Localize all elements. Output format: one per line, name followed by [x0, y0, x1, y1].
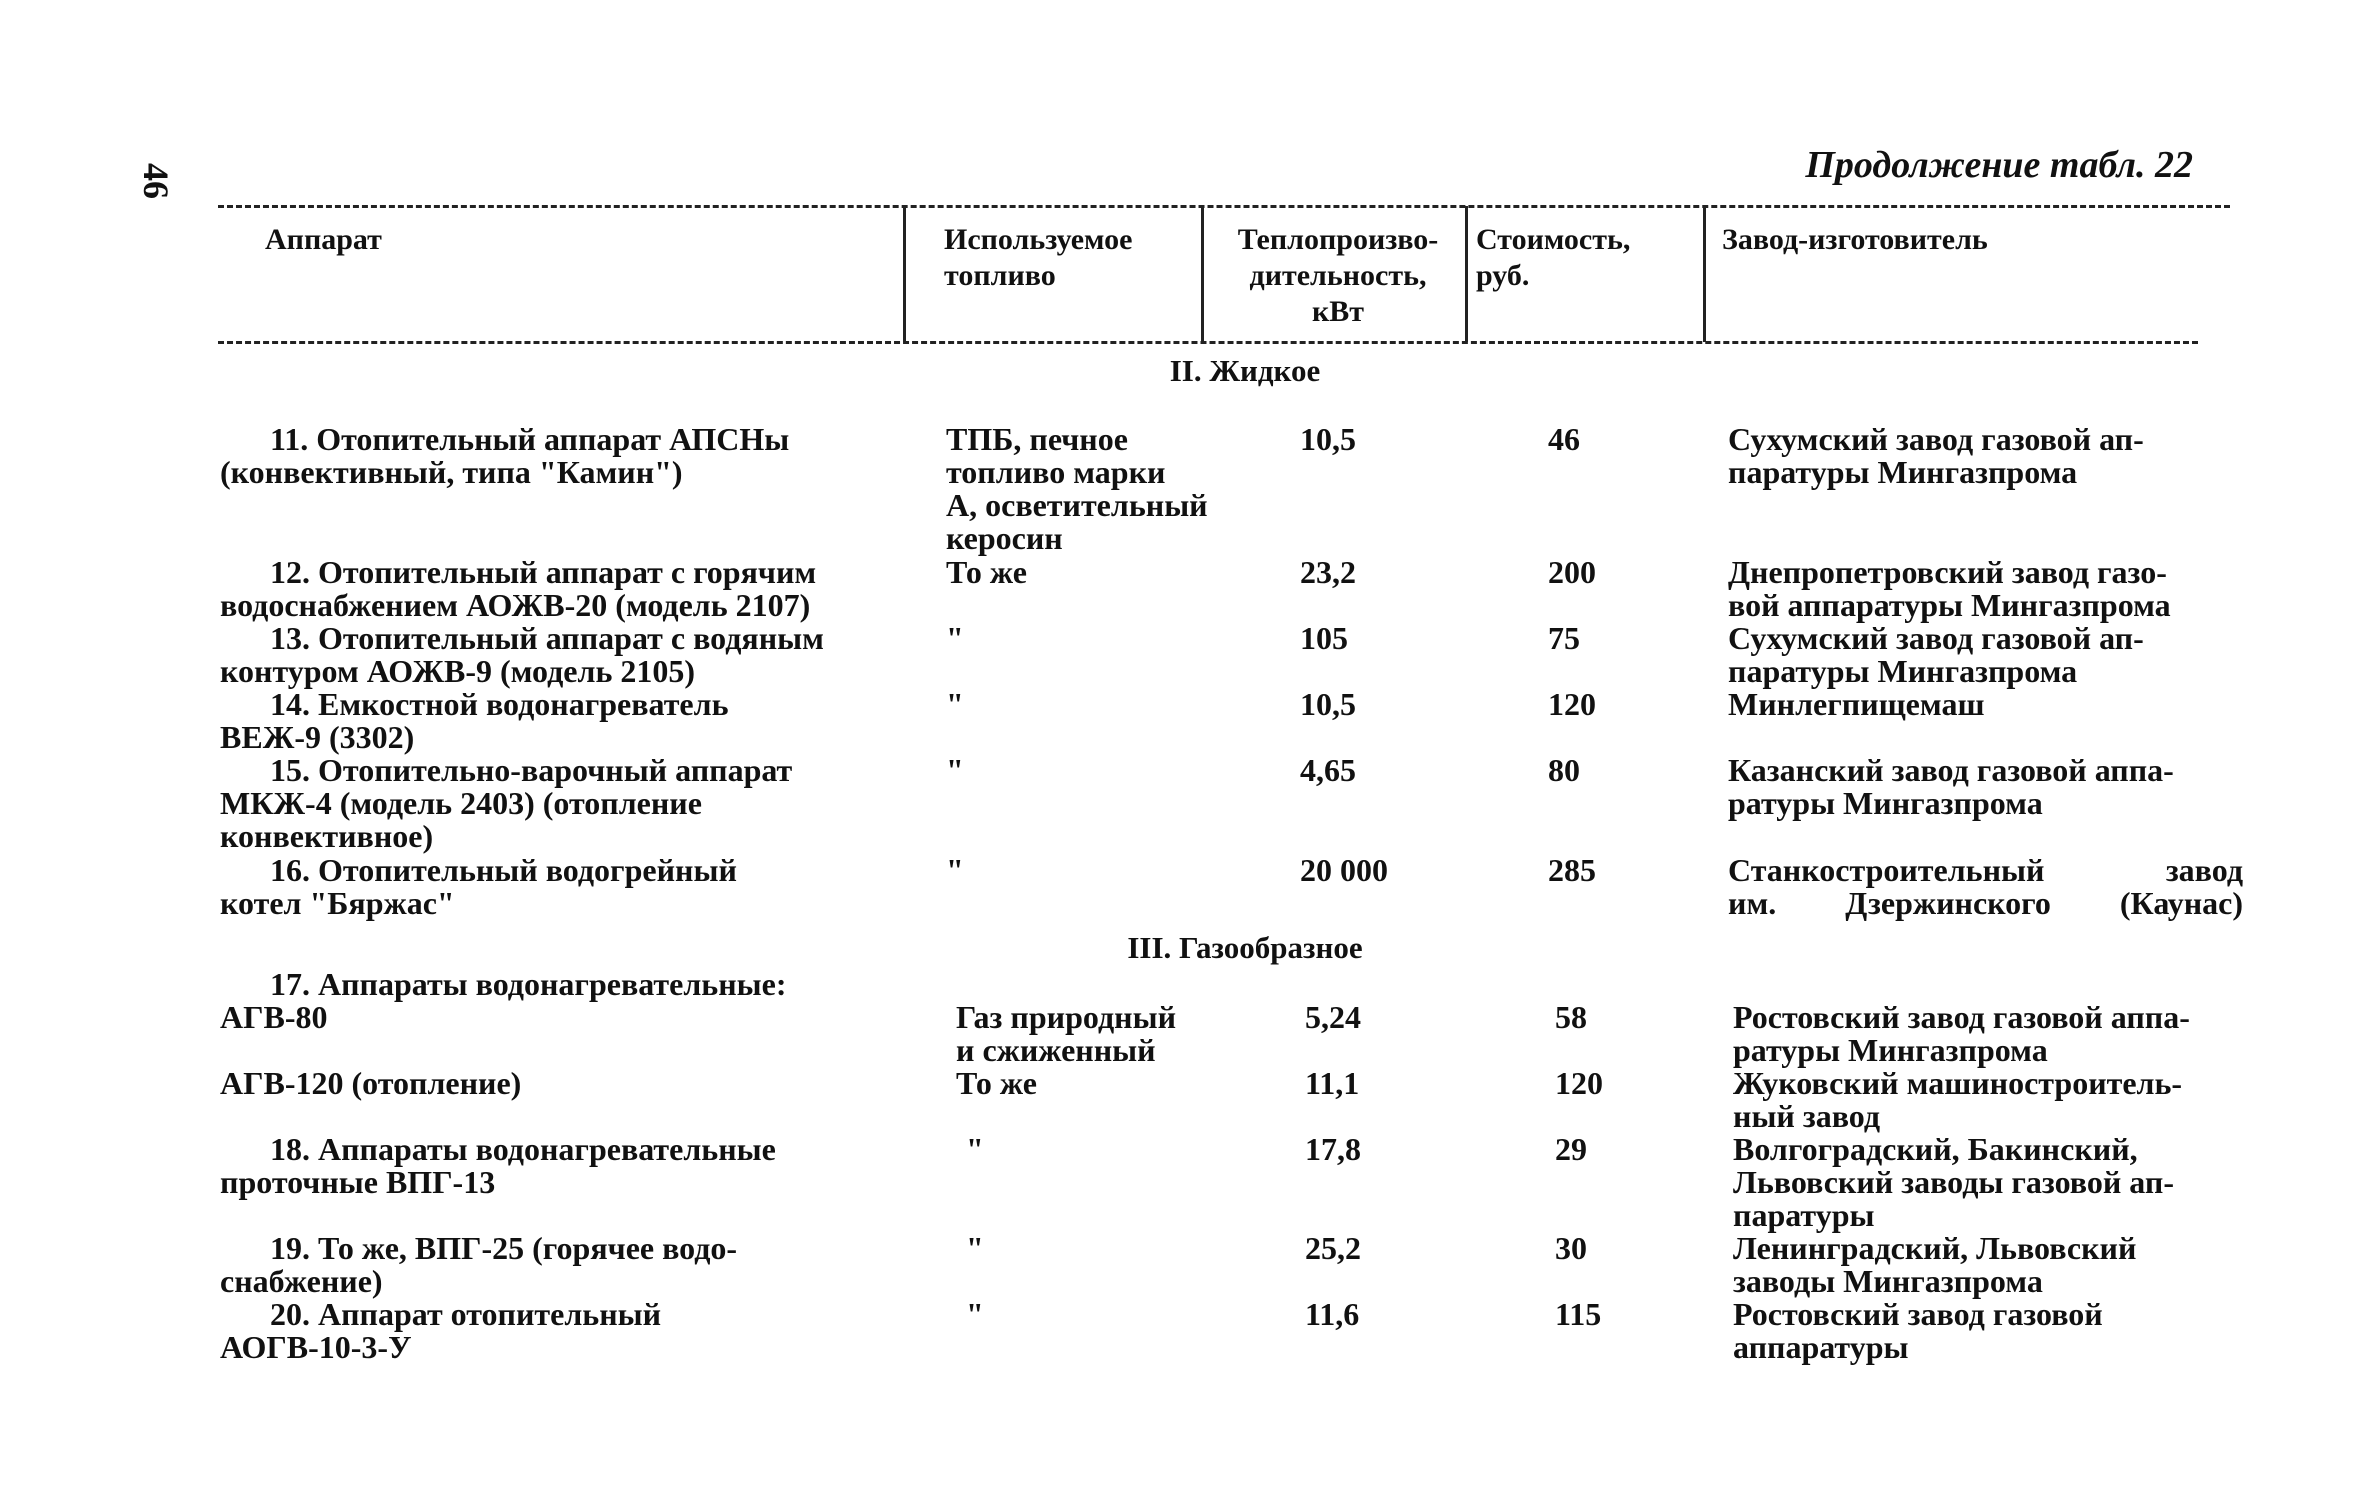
page-number: 46 — [136, 163, 176, 199]
col-divider-4 — [1703, 206, 1706, 342]
cell-apparatus: АГВ-80 — [220, 999, 328, 1035]
cell-cost: 120 — [1555, 1065, 1603, 1101]
cell-apparatus: 17. Аппараты водонагревательные: — [270, 966, 787, 1002]
col-header-apparatus: Аппарат — [265, 223, 382, 256]
cell-fuel: " — [946, 852, 964, 888]
cell-fuel: ТПБ, печное топливо марки А, осветительный керосин — [946, 421, 1208, 556]
cell-fuel: " — [966, 1296, 984, 1332]
cell-fuel: " — [946, 686, 964, 722]
cell-manufacturer: Жуковский машиностроитель- ный завод — [1733, 1065, 2183, 1134]
cell-heat-output: 11,1 — [1305, 1065, 1360, 1101]
cell-apparatus: 11. Отопительный аппарат АПСНы (конвективный, типа "Камин") — [220, 421, 790, 490]
cell-fuel: Газ природный и сжиженный — [956, 999, 1176, 1068]
header-top-rule — [218, 205, 2230, 208]
col-header-manufacturer: Завод-изготовитель — [1722, 223, 1988, 256]
cell-manufacturer: Ростовский завод газовой аппа- ратуры Мингазпрома — [1733, 999, 2190, 1068]
cell-manufacturer: Казанский завод газовой аппа- ратуры Мингазпрома — [1728, 752, 2174, 821]
cell-fuel: " — [946, 620, 964, 656]
col-header-heat-output: Теплопроизво- дительность, кВт — [1237, 223, 1439, 328]
col-divider-2 — [1201, 206, 1204, 342]
cell-fuel: То же — [946, 554, 1027, 590]
cell-heat-output: 11,6 — [1305, 1296, 1360, 1332]
cell-cost: 285 — [1548, 852, 1596, 888]
cell-cost: 30 — [1555, 1230, 1587, 1266]
table-caption: Продолжение табл. 22 — [1805, 144, 2193, 186]
cell-apparatus: 15. Отопительно-варочный аппарат МКЖ-4 (модель 2403) (отопление конвективное) — [220, 752, 793, 854]
cell-cost: 115 — [1555, 1296, 1602, 1332]
cell-apparatus: 18. Аппараты водонагревательные проточные ВПГ-13 — [220, 1131, 776, 1200]
cell-cost: 200 — [1548, 554, 1596, 590]
col-divider-1 — [903, 206, 906, 342]
cell-heat-output: 4,65 — [1300, 752, 1356, 788]
cell-apparatus: 19. То же, ВПГ-25 (горячее водо- снабжение) — [220, 1230, 738, 1299]
cell-cost: 120 — [1548, 686, 1596, 722]
cell-heat-output: 10,5 — [1300, 421, 1356, 457]
cell-apparatus: 13. Отопительный аппарат с водяным контуром АОЖВ-9 (модель 2105) — [220, 620, 824, 689]
cell-manufacturer: Ленинградский, Львовский заводы Мингазпрома — [1733, 1230, 2137, 1299]
col-divider-3 — [1465, 206, 1468, 342]
cell-cost: 75 — [1548, 620, 1580, 656]
cell-cost: 46 — [1548, 421, 1580, 457]
section-title-gas: III. Газообразное — [1127, 930, 1363, 965]
cell-manufacturer: Волгоградский, Бакинский, Львовский заводы газовой ап- паратуры — [1733, 1131, 2174, 1233]
header-bottom-rule — [218, 341, 2198, 344]
cell-fuel: " — [946, 752, 964, 788]
cell-fuel: " — [966, 1230, 984, 1266]
cell-apparatus: АГВ-120 (отопление) — [220, 1065, 522, 1101]
cell-heat-output: 10,5 — [1300, 686, 1356, 722]
cell-apparatus: 12. Отопительный аппарат с горячим водоснабжением АОЖВ-20 (модель 2107) — [220, 554, 817, 623]
cell-apparatus: 16. Отопительный водогрейный котел "Бяржас" — [220, 852, 737, 921]
cell-manufacturer: Ростовский завод газовой аппаратуры — [1733, 1296, 2103, 1365]
cell-heat-output: 20 000 — [1300, 852, 1388, 888]
cell-heat-output: 105 — [1300, 620, 1348, 656]
cell-manufacturer: Днепропетровский завод газо- вой аппаратуры Мингазпрома — [1728, 554, 2171, 623]
cell-cost: 58 — [1555, 999, 1587, 1035]
cell-heat-output: 17,8 — [1305, 1131, 1361, 1167]
cell-manufacturer: Сухумский завод газовой ап- паратуры Мингазпрома — [1728, 620, 2144, 689]
cell-heat-output: 25,2 — [1305, 1230, 1361, 1266]
section-title-liquid: II. Жидкое — [1169, 353, 1321, 388]
cell-apparatus: 14. Емкостной водонагреватель ВЕЖ-9 (3302) — [220, 686, 729, 755]
cell-manufacturer: Сухумский завод газовой ап- паратуры Мингазпрома — [1728, 421, 2144, 490]
cell-manufacturer: Минлегпищемаш — [1728, 686, 1985, 722]
cell-cost: 29 — [1555, 1131, 1587, 1167]
col-header-cost: Стоимость, руб. — [1476, 223, 1631, 292]
cell-heat-output: 23,2 — [1300, 554, 1356, 590]
cell-apparatus: 20. Аппарат отопительный АОГВ-10-3-У — [220, 1296, 662, 1365]
col-header-fuel: Используемое топливо — [944, 223, 1133, 292]
cell-fuel: " — [966, 1131, 984, 1167]
cell-cost: 80 — [1548, 752, 1580, 788]
cell-heat-output: 5,24 — [1305, 999, 1361, 1035]
cell-fuel: То же — [956, 1065, 1037, 1101]
cell-manufacturer: Станкостроительный завод им. Дзержинского (Каунас) — [1728, 852, 2243, 921]
